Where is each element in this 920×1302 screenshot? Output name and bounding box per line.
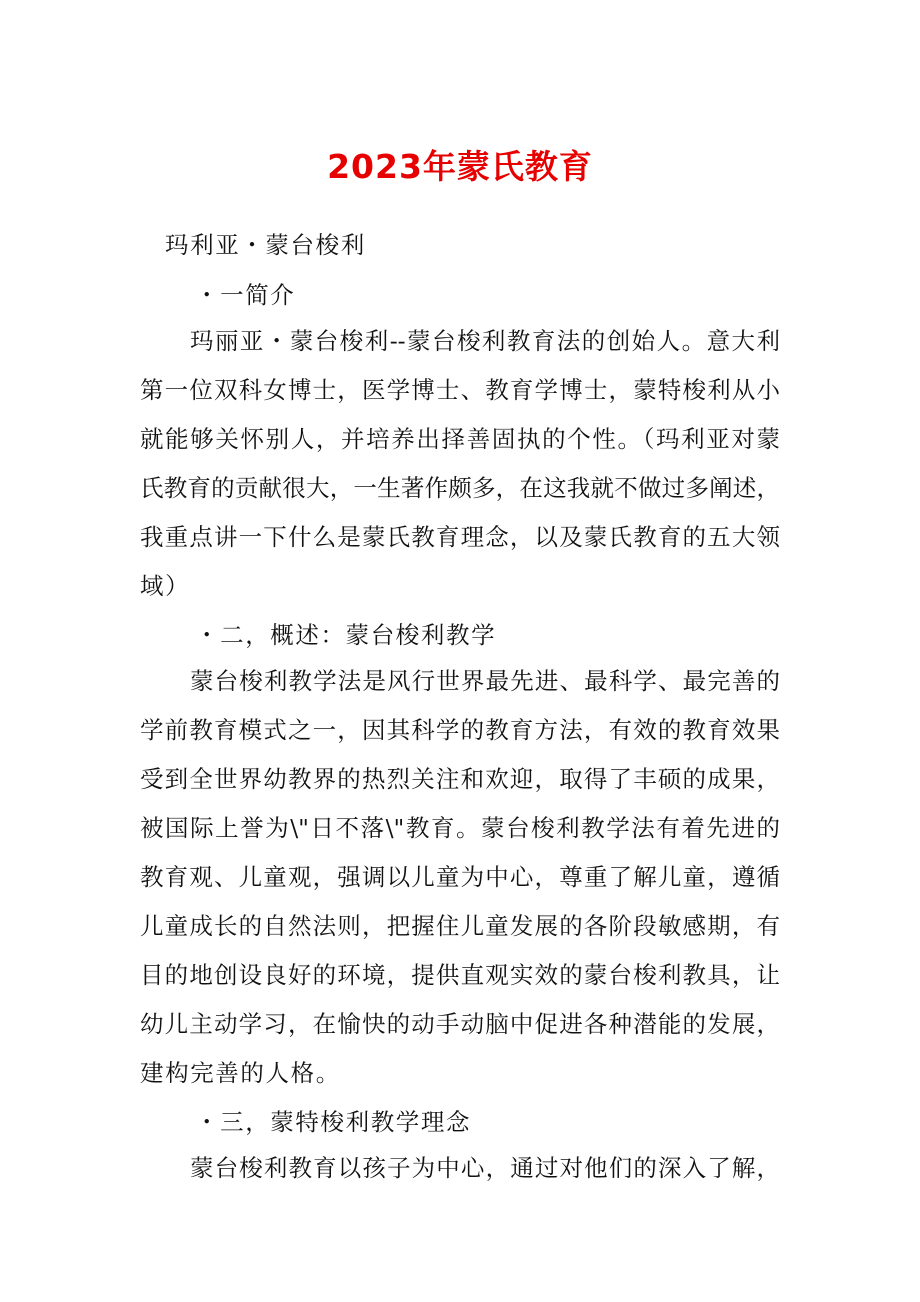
section-heading-overview: ・二，概述：蒙台梭利教学 (195, 621, 497, 649)
paragraph-line: 氏教育的贡献很大，一生著作颇多，在这我就不做过多阐述， (140, 474, 780, 502)
document-title: 2023年蒙氏教育 (327, 147, 593, 186)
paragraph-line: 目的地创设良好的环境，提供直观实效的蒙台梭利教具，让 (140, 961, 780, 989)
paragraph-line: 学前教育模式之一，因其科学的教育方法，有效的教育效果 (140, 716, 780, 744)
author-line: 玛利亚・蒙台梭利 (165, 231, 366, 259)
paragraph-line: 蒙台梭利教学法是风行世界最先进、最科学、最完善的 (190, 667, 780, 695)
paragraph-line: 就能够关怀别人，并培养出择善固执的个性。（玛利亚对蒙 (140, 425, 780, 453)
paragraph-line: 我重点讲一下什么是蒙氏教育理念，以及蒙氏教育的五大领 (140, 523, 780, 551)
paragraph-line: 受到全世界幼教界的热烈关注和欢迎，取得了丰硕的成果， (140, 765, 780, 793)
paragraph-line: 玛丽亚・蒙台梭利--蒙台梭利教育法的创始人。意大利 (190, 327, 780, 355)
paragraph-line: 幼儿主动学习，在愉快的动手动脑中促进各种潜能的发展， (140, 1010, 780, 1038)
section-heading-intro: ・一简介 (195, 281, 296, 309)
paragraph-line: 被国际上誉为\"日不落\"教育。蒙台梭利教学法有着先进的 (140, 814, 780, 842)
paragraph-line: 建构完善的人格。 (140, 1059, 341, 1087)
paragraph-line: 蒙台梭利教育以孩子为中心，通过对他们的深入了解， (190, 1154, 780, 1182)
paragraph-line: 教育观、儿童观，强调以儿童为中心，尊重了解儿童，遵循 (140, 863, 780, 891)
paragraph-line: 域） (140, 572, 191, 600)
paragraph-line: 第一位双科女博士，医学博士、教育学博士，蒙特梭利从小 (140, 376, 780, 404)
section-heading-philosophy: ・三，蒙特梭利教学理念 (195, 1108, 472, 1136)
paragraph-line: 儿童成长的自然法则，把握住儿童发展的各阶段敏感期，有 (140, 912, 780, 940)
